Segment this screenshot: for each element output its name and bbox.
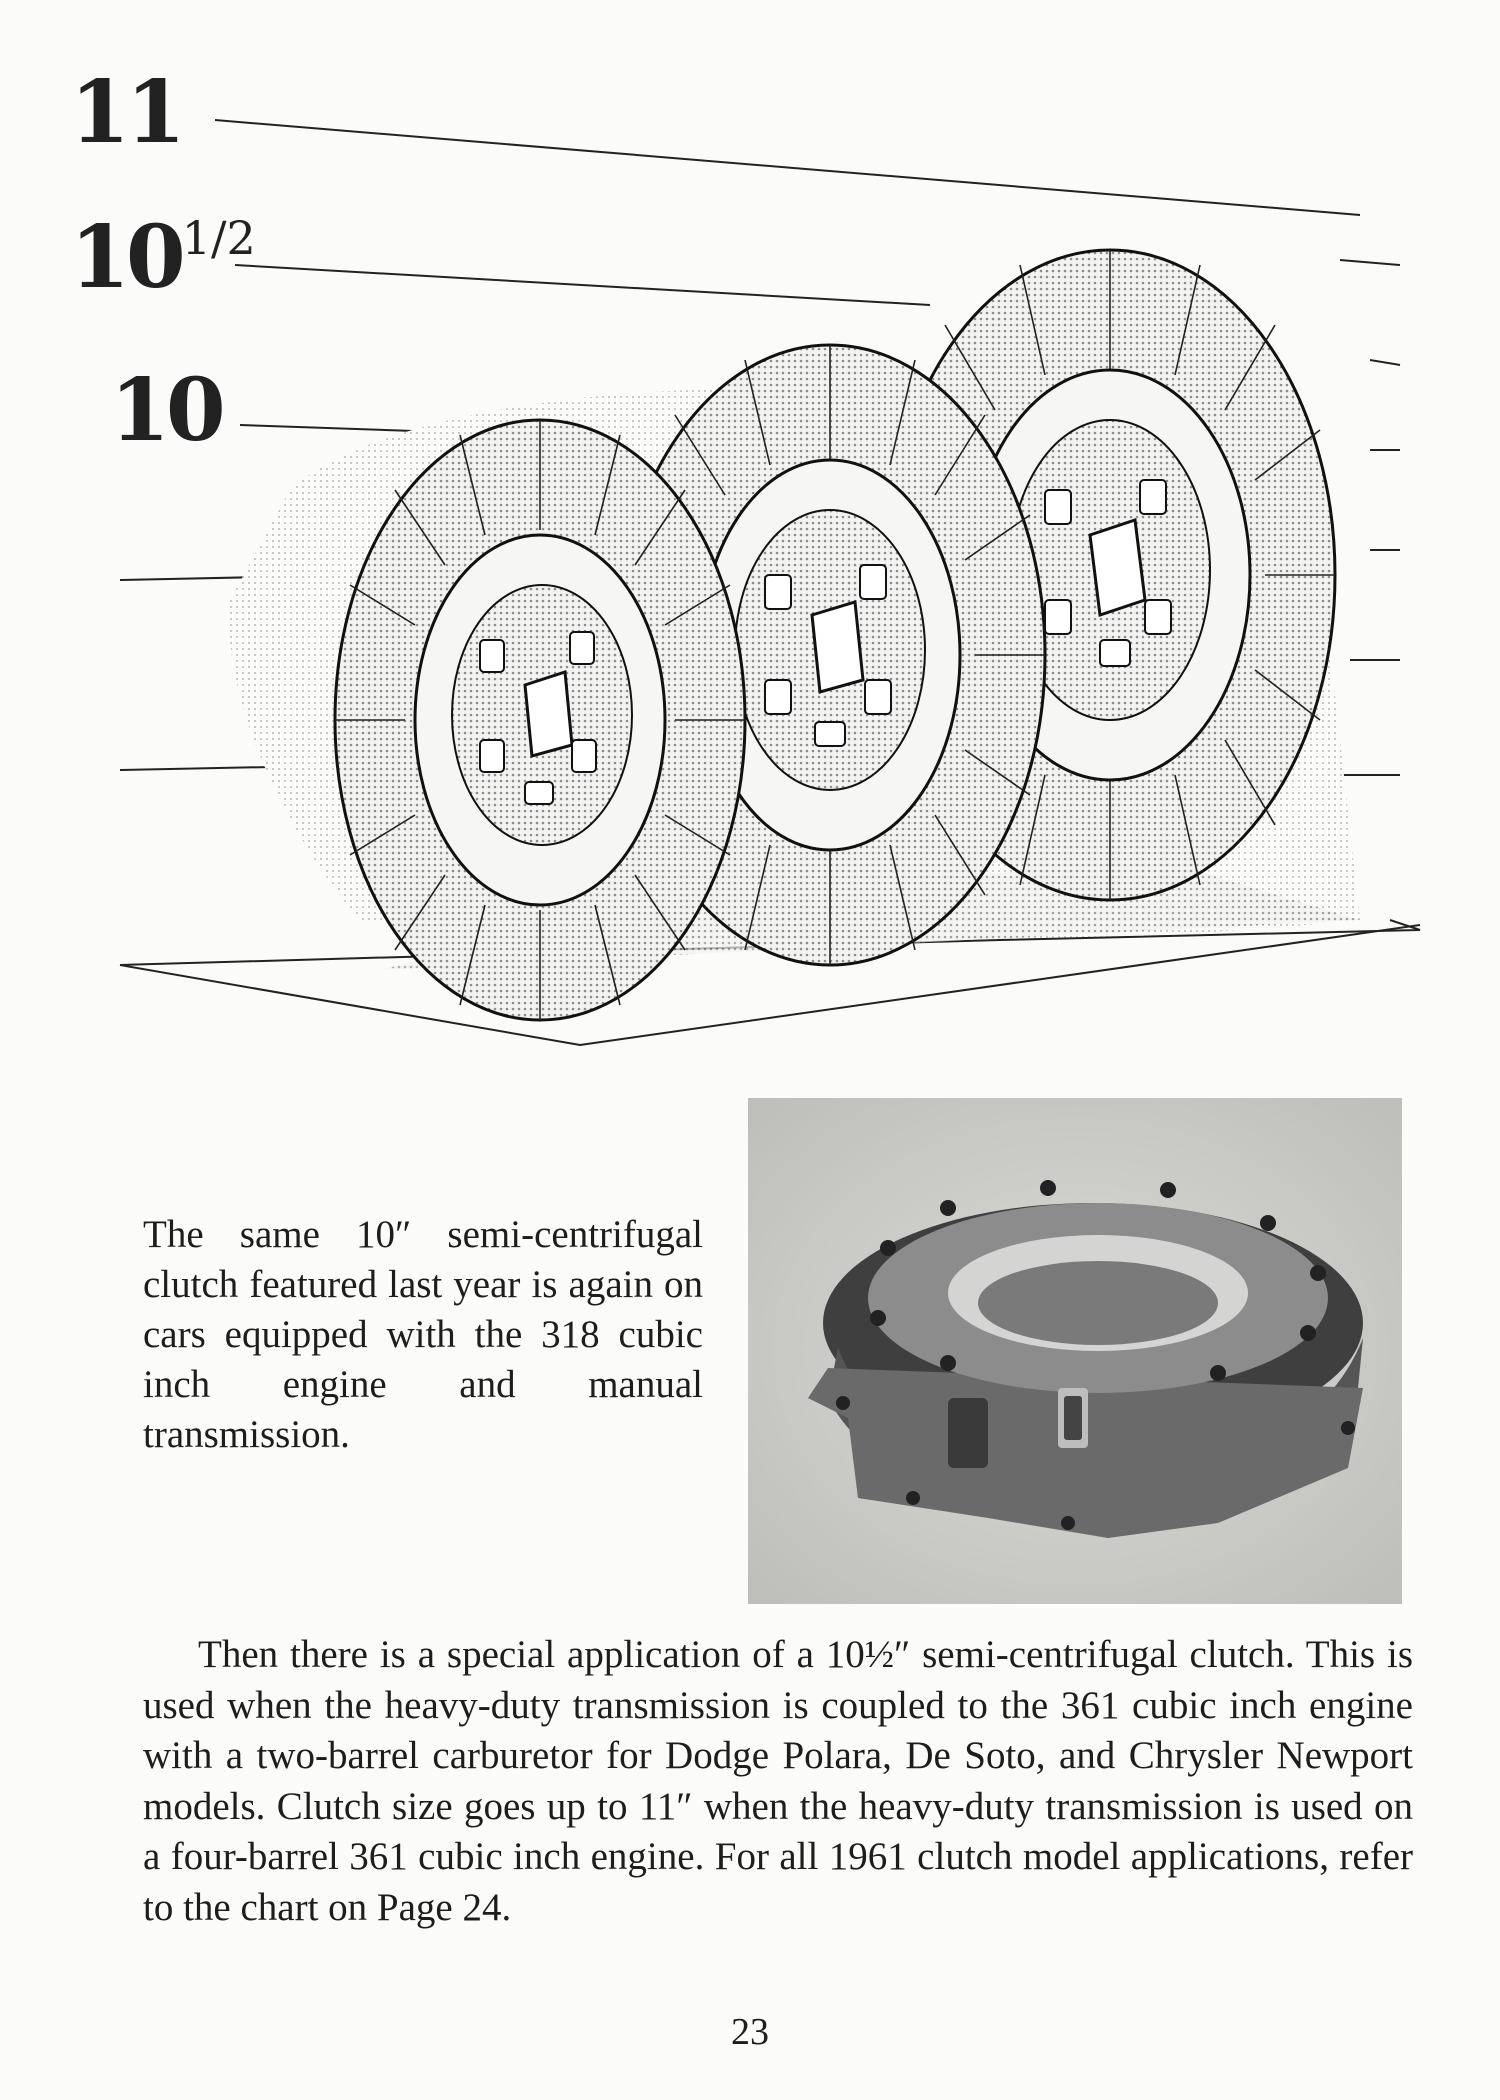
clutch-discs-illustration xyxy=(60,40,1460,1100)
size-label-11: 11 xyxy=(70,62,182,163)
body-text xyxy=(143,1630,1413,1933)
caption-paragraph: The same 10″ semi-centrifugal clutch featured last year is again on cars equipped with the 318 cubic inch engine and manual transmission. xyxy=(143,1213,703,1456)
size-label-10-half-whole: 10 xyxy=(70,207,182,308)
size-label-10-half-fraction: 1/2 xyxy=(181,211,256,265)
clutch-disc-10 xyxy=(335,420,745,1020)
size-label-10: 10 xyxy=(110,360,222,461)
photo-caption xyxy=(143,1210,703,1460)
page-number: 23 xyxy=(731,2011,769,2053)
pressure-plate-photo xyxy=(748,1098,1402,1604)
size-label-10-half xyxy=(70,207,256,308)
body-paragraph: Then there is a special application of a 10½″ semi-centrifugal clutch. This is used when the heavy-duty transmission is coupled to the 361 cubic inch engine with a two-barrel carburetor for Dodge Polara, De Soto, and Chrysler Newport models. Clutch size goes up to 11″ when the heavy-duty transmission is used on a four-barrel 361 cubic inch engine. For all 1961 clutch model applications, refer to the chart on Page 24. xyxy=(143,1633,1413,1929)
